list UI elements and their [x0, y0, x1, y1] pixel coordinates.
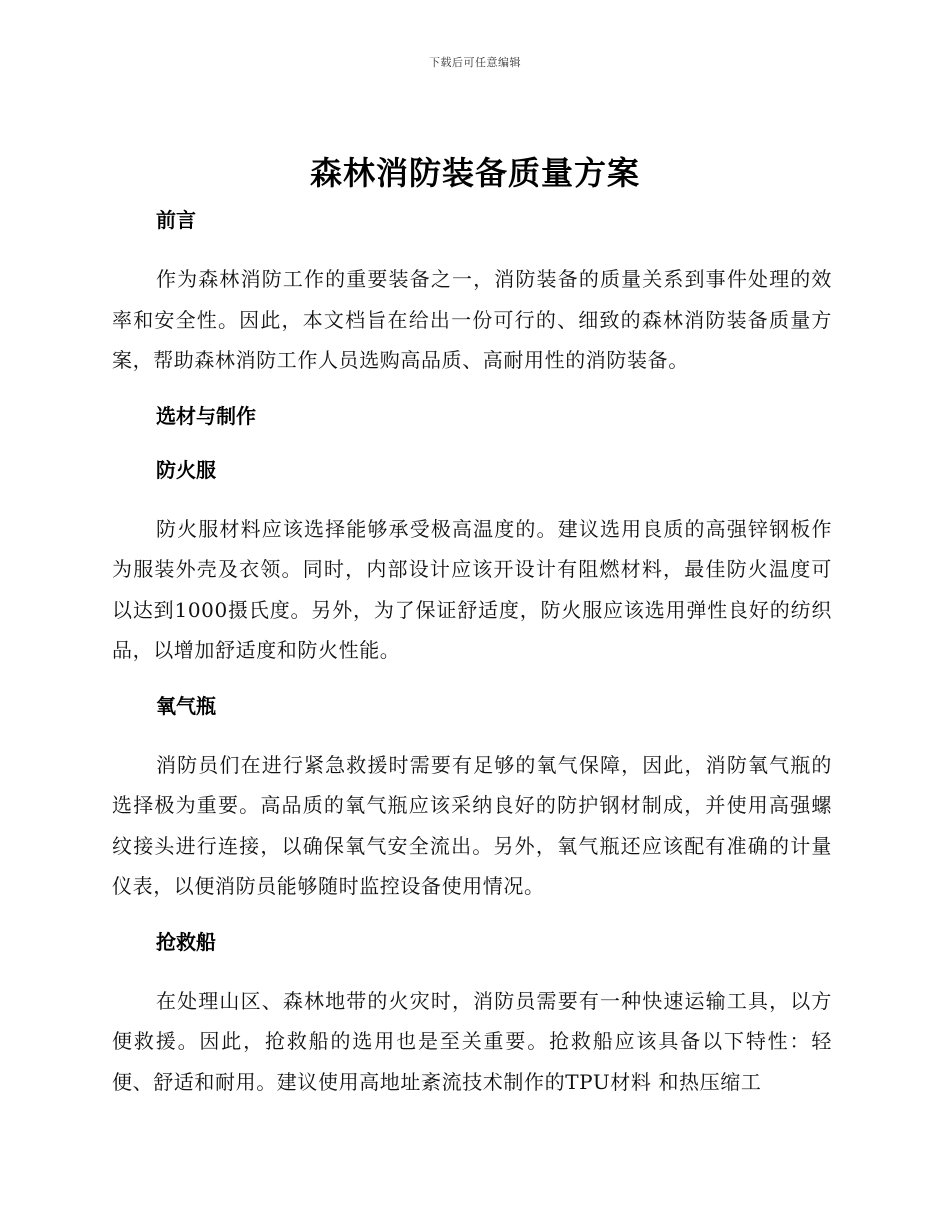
section-paragraph-preface: 作为森林消防工作的重要装备之一，消防装备的质量关系到事件处理的效率和安全性。因此，本文档旨在给出一份可行的、细致的森林消防装备质量方案，帮助森林消防工作人员选购高品质、高耐用性的消防装备。: [112, 267, 832, 372]
section-heading-oxygen-tank: 氧气瓶: [156, 693, 216, 718]
section-paragraph-rescue-boat: 在处理山区、森林地带的火灾时，消防员需要有一种快速运输工具，以方便救援。因此，抢救船的选用也是至关重要。抢救船应该具备以下特性：轻便、舒适和耐用。建议使用高地址紊流技术制作的TPU材料 和热压缩工: [112, 988, 832, 1094]
section-paragraph-oxygen-tank: 消防员们在进行紧急救援时需要有足够的氧气保障，因此，消防氧气瓶的选择极为重要。高品质的氧气瓶应该采纳良好的防护钢材制成，并使用高强螺纹接头进行连接，以确保氧气安全流出。另外，氧气瓶还应该配有准确的计量仪表，以便消防员能够随时监控设备使用情况。: [112, 752, 832, 898]
section-heading-rescue-boat: 抢救船: [156, 929, 216, 954]
section-heading-materials: 选材与制作: [156, 403, 256, 428]
document-body: [112, 203, 832, 1102]
section-heading-fire-suit: 防火服: [156, 457, 216, 482]
page-header-note: 下载后可任意编辑: [429, 56, 521, 69]
section-heading-preface: 前言: [156, 208, 196, 232]
document-title: 森林消防装备质量方案: [309, 154, 640, 192]
section-paragraph-fire-suit: 防火服材料应该选择能够承受极高温度的。建议选用良质的高强锌钢板作为服装外壳及衣领。同时，内部设计应该开设计有阻燃材料，最佳防火温度可以达到1000摄氏度。另外，为了保证舒适度，防火服应该选用弹性良好的纺织品，以增加舒适度和防火性能。: [112, 516, 832, 662]
